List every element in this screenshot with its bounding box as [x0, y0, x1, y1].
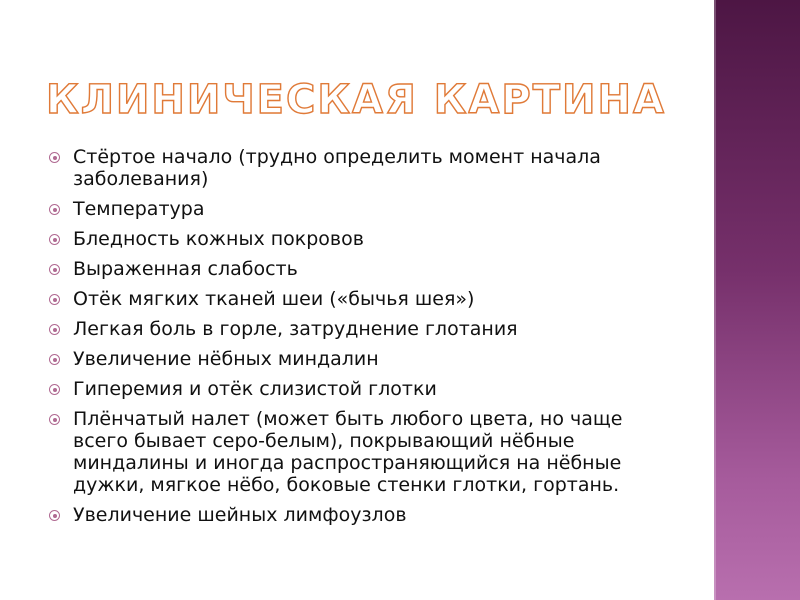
bullet-text: Плёнчатый налет (может быть любого цвета, но чаще всего бывает серо-белым), покрывающий нёбные миндалины и иногда распространяющийся на нёбные дужки, мягкое нёбо, боковые стенки глотки, гортань. — [73, 408, 623, 496]
circle-dot-bullet-icon — [49, 384, 60, 395]
bullet-item — [48, 258, 660, 280]
circle-dot-bullet-icon — [49, 324, 60, 335]
bullet-item — [48, 288, 660, 310]
bullet-text: Увеличение нёбных миндалин — [73, 348, 379, 370]
circle-dot-bullet-icon — [49, 152, 60, 163]
circle-dot-bullet-icon — [49, 264, 60, 275]
circle-dot-bullet-icon — [49, 204, 60, 215]
circle-dot-bullet-icon — [49, 414, 60, 425]
slide-title: КЛИНИЧЕСКАЯ КАРТИНА — [46, 77, 666, 123]
bullet-item — [48, 408, 660, 496]
bullet-item — [48, 228, 660, 250]
bullet-list — [48, 146, 660, 534]
bullet-text: Отёк мягких тканей шеи («бычья шея») — [73, 288, 475, 310]
bullet-text: Стёртое начало (трудно определить момент начала заболевания) — [73, 146, 601, 190]
circle-dot-bullet-icon — [49, 510, 60, 521]
circle-dot-bullet-icon — [49, 294, 60, 305]
bullet-item — [48, 378, 660, 400]
bullet-text: Гиперемия и отёк слизистой глотки — [73, 378, 437, 400]
circle-dot-bullet-icon — [49, 354, 60, 365]
decorative-side-band — [714, 0, 800, 600]
bullet-text: Легкая боль в горле, затруднение глотания — [73, 318, 518, 340]
bullet-item — [48, 348, 660, 370]
bullet-text: Температура — [73, 198, 205, 220]
bullet-item — [48, 146, 660, 190]
bullet-item — [48, 318, 660, 340]
bullet-item — [48, 504, 660, 526]
bullet-text: Выраженная слабость — [73, 258, 298, 280]
bullet-text: Увеличение шейных лимфоузлов — [73, 504, 407, 526]
circle-dot-bullet-icon — [49, 234, 60, 245]
bullet-text: Бледность кожных покровов — [73, 228, 364, 250]
bullet-item — [48, 198, 660, 220]
